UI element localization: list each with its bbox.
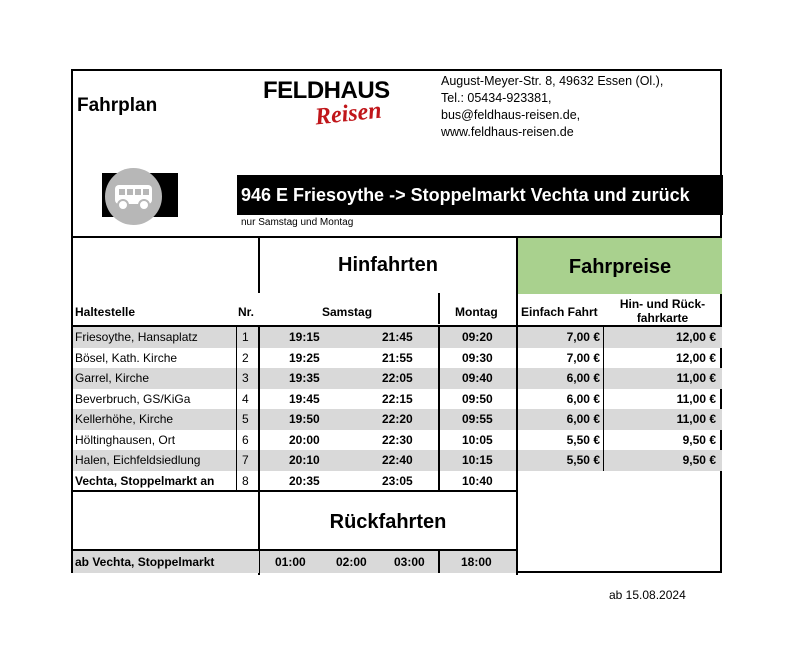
cell-stop: Höltinghausen, Ort: [75, 432, 176, 447]
col-montag: Montag: [455, 305, 498, 319]
cell-sa2: 22:05: [382, 371, 413, 385]
table-row: [73, 368, 722, 389]
address-email: bus@feldhaus-reisen.de,: [441, 108, 581, 122]
cell-hinrueck: 12,00 €: [675, 350, 716, 365]
cell-sa1: 19:45: [289, 391, 320, 406]
route-title: 946 E Friesoythe -> Stoppelmarkt Vechta und zurück: [237, 175, 723, 215]
cell-hinrueck: 11,00 €: [676, 371, 716, 385]
cell-sa1: 19:50: [289, 412, 320, 426]
cell-hinrueck: 12,00 €: [675, 330, 716, 344]
cell-stop: Vechta, Stoppelmarkt an: [75, 473, 215, 488]
col-nr: Nr.: [238, 305, 255, 319]
cell-sa2: 22:30: [382, 432, 413, 447]
table-row: [73, 471, 722, 492]
table-row: [73, 348, 722, 369]
table-row: [73, 409, 722, 430]
col-einfach: Einfach Fahrt: [521, 305, 598, 319]
bus-icon: [105, 168, 162, 225]
cell-mo: 09:20: [462, 330, 493, 344]
cell-mo: 10:05: [462, 432, 493, 447]
table-row: [73, 450, 722, 471]
cell-nr: 4: [242, 391, 249, 406]
cell-sa1: 20:00: [289, 432, 320, 447]
table-row: [73, 430, 722, 451]
address-website: www.feldhaus-reisen.de: [441, 125, 574, 139]
cell-nr: 8: [242, 473, 249, 488]
cell-einfach: 6,00 €: [566, 412, 600, 426]
cell-einfach: 5,50 €: [566, 432, 600, 447]
col-hinrueck-line1: Hin- und Rück-: [619, 297, 706, 311]
cell-hinrueck: 9,50 €: [682, 432, 716, 447]
cell-sa2: 21:45: [382, 330, 413, 344]
logo-text-feldhaus: FELDHAUS: [263, 77, 390, 104]
cell-sa1: 19:35: [289, 371, 320, 385]
table-row: [73, 327, 722, 348]
company-logo: [263, 77, 413, 133]
cell-hinrueck: 9,50 €: [682, 453, 716, 467]
divider: [438, 327, 440, 491]
cell-nr: 1: [242, 330, 249, 344]
cell-stop: Kellerhöhe, Kirche: [75, 412, 174, 426]
cell-hinrueck: 11,00 €: [676, 412, 716, 426]
cell-mo: 09:55: [462, 412, 493, 426]
company-address: [441, 73, 663, 141]
cell-stop: Halen, Eichfeldsiedlung: [75, 453, 201, 467]
cell-stop: Beverbruch, GS/KiGa: [75, 391, 191, 406]
cell-sa2: 22:20: [382, 412, 413, 426]
timetable-sheet: [71, 69, 722, 573]
page-title: Fahrplan: [77, 95, 158, 116]
cell-sa1: 20:10: [289, 453, 320, 467]
cell-mo: 10:40: [462, 473, 493, 488]
divider: [438, 551, 440, 573]
logo-text-reisen: Reisen: [313, 97, 383, 131]
cell-stop: Bösel, Kath. Kirche: [75, 350, 178, 365]
cell-sa2: 21:55: [382, 350, 413, 365]
rows-bottom-border: [73, 490, 517, 492]
fahrpreise-heading: Fahrpreise: [568, 256, 672, 278]
cell-sa2: 23:05: [382, 473, 413, 488]
cell-mo: 09:30: [462, 350, 493, 365]
cell-nr: 3: [242, 371, 249, 385]
cell-sa1: 19:25: [289, 350, 320, 365]
divider: [438, 293, 440, 324]
cell-sa1: 19:15: [289, 330, 320, 344]
cell-einfach: 7,00 €: [566, 350, 600, 365]
cell-nr: 7: [242, 453, 249, 467]
rueck-mo: 18:00: [461, 555, 492, 569]
hinfahrten-heading: Hinfahrten: [338, 254, 438, 276]
rueckfahrten-heading: Rückfahrten: [329, 511, 447, 533]
cell-nr: 6: [242, 432, 249, 447]
rueck-stop: ab Vechta, Stoppelmarkt: [75, 555, 215, 569]
rueck-sa1: 01:00: [275, 555, 306, 569]
divider: [258, 327, 260, 491]
divider: [236, 327, 237, 491]
cell-einfach: 7,00 €: [566, 330, 600, 344]
rueck-row: [73, 551, 722, 573]
cell-sa2: 22:40: [382, 453, 413, 467]
valid-from-date: ab 15.08.2024: [609, 588, 686, 602]
cell-mo: 10:15: [462, 453, 493, 467]
cell-einfach: 6,00 €: [566, 391, 600, 406]
address-street: August-Meyer-Str. 8, 49632 Essen (Ol.),: [441, 74, 664, 88]
cell-mo: 09:40: [462, 371, 493, 385]
cell-sa2: 22:15: [382, 391, 413, 406]
rueck-sa2: 02:00: [336, 555, 367, 569]
col-hinrueck-line2: fahrkarte: [636, 311, 689, 325]
table-row: [73, 389, 722, 410]
cell-einfach: 5,50 €: [566, 453, 600, 467]
rueck-sa3: 03:00: [394, 555, 425, 569]
cell-stop: Garrel, Kirche: [75, 371, 150, 385]
cell-nr: 5: [242, 412, 249, 426]
route-note: nur Samstag und Montag: [241, 217, 354, 228]
col-haltestelle: Haltestelle: [75, 305, 136, 319]
cell-einfach: 6,00 €: [566, 371, 600, 385]
cell-stop: Friesoythe, Hansaplatz: [75, 330, 198, 344]
cell-nr: 2: [242, 350, 249, 365]
divider: [603, 327, 604, 471]
col-samstag: Samstag: [322, 305, 373, 319]
col-hinrueck: [603, 297, 722, 325]
cell-hinrueck: 11,00 €: [676, 391, 716, 406]
address-phone: Tel.: 05434-923381,: [441, 91, 552, 105]
cell-mo: 09:50: [462, 391, 493, 406]
cell-sa1: 20:35: [289, 473, 320, 488]
